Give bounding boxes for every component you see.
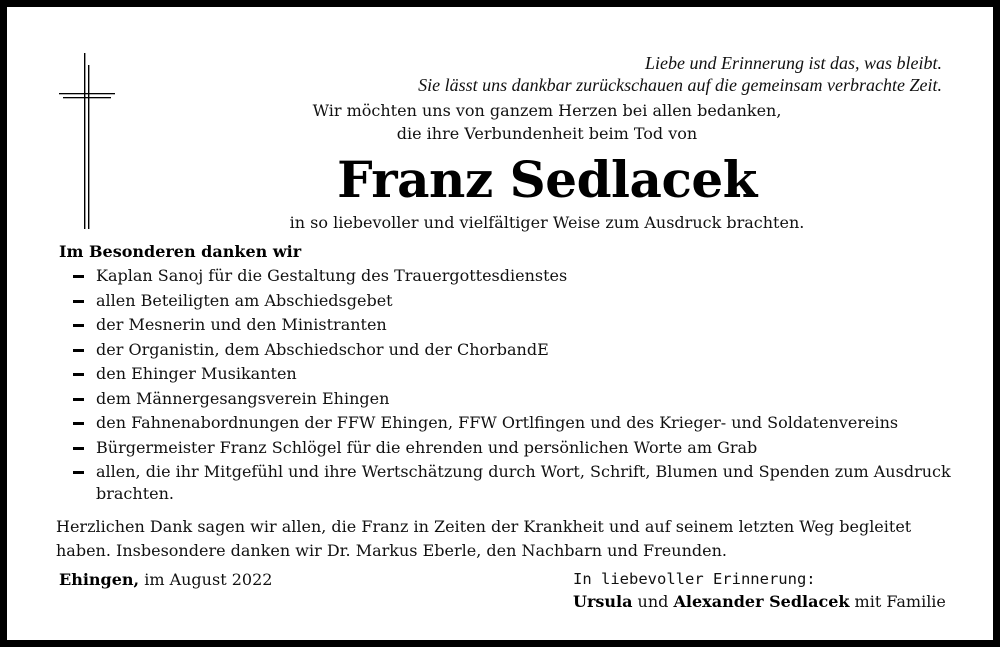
list-item-text: den Fahnenabordnungen der FFW Ehingen, FFW Ortlfingen und des Krieger- und Soldatenvereins	[96, 413, 899, 432]
list-item	[73, 412, 953, 434]
epigraph-quote	[418, 52, 942, 96]
signer-first: Ursula	[573, 592, 633, 611]
list-item-text: der Organistin, dem Abschiedschor und der ChorbandE	[96, 339, 549, 359]
signer-second: Alexander Sedlacek	[673, 592, 850, 611]
date-text: im August 2022	[139, 570, 273, 589]
list-item-text: den Ehinger Musikanten	[96, 364, 297, 383]
quote-line-2: Sie lässt uns dankbar zurückschauen auf die gemeinsam verbrachte Zeit.	[418, 75, 942, 95]
list-item	[73, 339, 953, 361]
dash-icon	[73, 471, 84, 474]
list-item	[73, 314, 953, 336]
intro-line-2: die ihre Verbundenheit beim Tod von	[396, 124, 698, 143]
memory-label: In liebevoller Erinnerung:	[573, 570, 816, 588]
list-item-text: allen, die ihr Mitgefühl und ihre Wertschätzung durch Wort, Schrift, Blumen und Spenden zum Ausdruck brachten.	[96, 462, 951, 503]
list-item-text: Bürgermeister Franz Schlögel für die ehrenden und persönlichen Worte am Grab	[96, 437, 758, 457]
signer-connector: und	[632, 592, 674, 611]
outro-line: in so liebevoller und vielfältiger Weise zum Ausdruck brachten.	[289, 213, 805, 232]
dash-icon	[73, 300, 84, 303]
place-date	[59, 570, 272, 589]
list-item-text: Kaplan Sanoj für die Gestaltung des Trauergottesdienstes	[96, 266, 568, 285]
thanks-list	[73, 265, 953, 508]
dash-icon	[73, 349, 84, 352]
list-item-text: dem Männergesangsverein Ehingen	[96, 388, 390, 408]
signer-family: mit Familie	[849, 592, 946, 611]
place-name: Ehingen,	[59, 570, 140, 589]
dash-icon	[73, 275, 84, 278]
deceased-name: Franz Sedlacek	[337, 150, 757, 209]
closing-paragraph	[56, 515, 966, 563]
closing-line-2: haben. Insbesondere danken wir Dr. Markus Eberle, den Nachbarn und Freunden.	[56, 541, 727, 560]
list-item-text: der Mesnerin und den Ministranten	[96, 315, 387, 334]
dash-icon	[73, 373, 84, 376]
quote-line-1: Liebe und Erinnerung ist das, was bleibt.	[645, 53, 942, 73]
closing-line-1: Herzlichen Dank sagen wir allen, die Franz in Zeiten der Krankheit und auf seinem letzten Weg begleitet	[56, 517, 912, 536]
list-item	[73, 265, 953, 287]
intro-line-1: Wir möchten uns von ganzem Herzen bei allen bedanken,	[312, 101, 782, 120]
special-thanks-heading: Im Besonderen danken wir	[59, 242, 302, 261]
list-item	[73, 290, 953, 312]
list-item	[73, 461, 953, 505]
list-item-text: allen Beteiligten am Abschiedsgebet	[96, 290, 393, 310]
cross-icon	[59, 53, 115, 229]
signers	[573, 592, 946, 611]
list-item	[73, 363, 953, 385]
dash-icon	[73, 324, 84, 327]
dash-icon	[73, 398, 84, 401]
dash-icon	[73, 422, 84, 425]
dash-icon	[73, 447, 84, 450]
list-item	[73, 388, 953, 410]
list-item	[73, 437, 953, 459]
